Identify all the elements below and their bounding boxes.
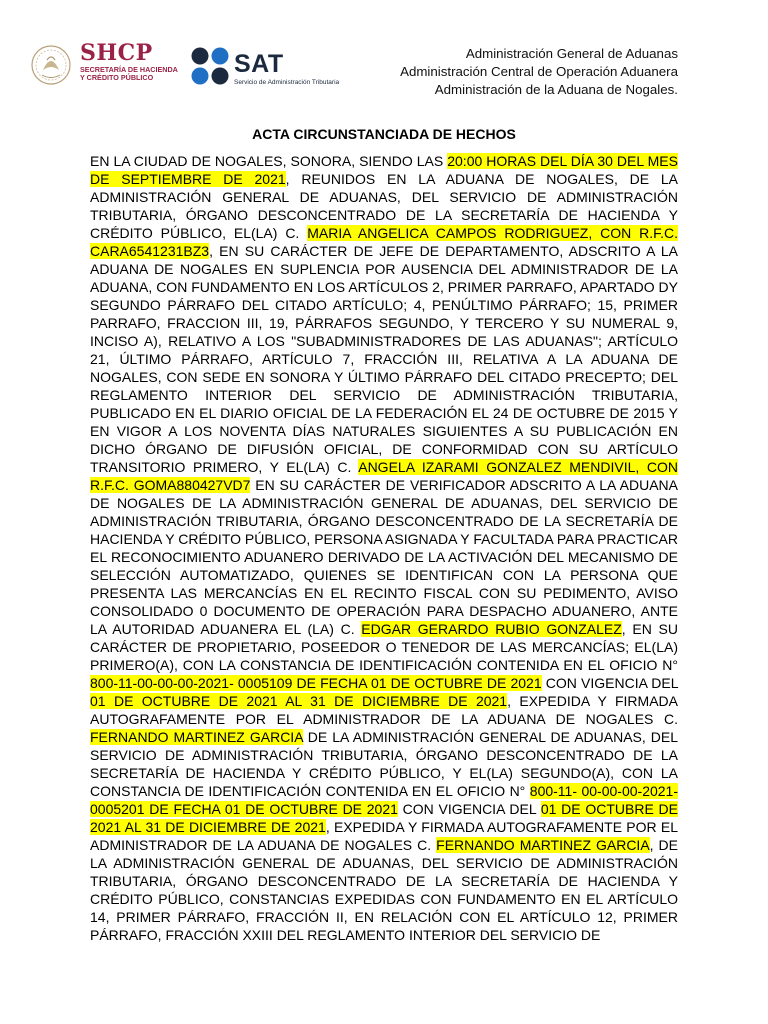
highlighted-administrator-name: FERNANDO MARTINEZ GARCIA <box>90 729 303 745</box>
highlighted-office-number: 800-11-00-00-00-2021- 0005109 DE FECHA 01 DE OCTUBRE DE 2021 <box>90 675 542 691</box>
body-text: , DE LA ADMINISTRACIÓN GENERAL DE ADUANAS, DEL SERVICIO DE ADMINISTRACIÓN TRIBUTARIA, ÓRGANO DESCONCENTRADO DE LA SECRETARÍA DE HACIENDA Y CRÉDITO PÚBLICO, CONSTANCIAS EXPEDIDAS CON FUNDAMENTO EN EL ARTÍCULO 14, PRIMER PÁRRAFO, FRACCIÓN II, EN RELACIÓN CON EL ARTÍCULO 12, PRIMER PÁRRAFO, FRACCIÓN XXIII DEL REGLAMENTO INTERIOR DEL SERVICIO DE <box>90 837 679 943</box>
document-title: ACTA CIRCUNSTANCIADA DE HECHOS <box>252 126 516 142</box>
sat-logo <box>190 46 370 92</box>
shcp-title: SHCP <box>80 40 153 66</box>
highlighted-owner-name: EDGAR GERARDO RUBIO GONZALEZ <box>361 621 622 637</box>
body-text: CON VIGENCIA DEL <box>397 801 541 817</box>
sat-dots-icon <box>190 46 230 86</box>
body-text: , EXPEDIDA Y FIRMADA AUTOGRAFAMENTE POR EL ADMINISTRADOR DE LA ADUANA DE NOGALES C. <box>90 693 678 727</box>
agency-lines <box>400 45 678 99</box>
body-text: EN LA CIUDAD DE NOGALES, SONORA, SIENDO LAS <box>90 153 448 169</box>
highlighted-date-time: 20:00 HORAS DEL DÍA 30 DEL MES DE SEPTIEMBRE DE 2021 <box>90 153 678 187</box>
body-text: , EN SU CARÁCTER DE JEFE DE DEPARTAMENTO, ADSCRITO A LA ADUANA DE NOGALES EN SUPLENCIA POR AUSENCIA DEL ADMINISTRADOR DE LA ADUANA, CON FUNDAMENTO EN LOS ARTÍCULOS 2, PRIMER PARRAFO, APARTADO DY SEGUNDO PÁRRAFO DEL CITADO ARTÍCULO; 4, PENÚLTIMO PÁRRAFO; 15, PRIMER PARRAFO, FRACCION III, 19, PÁRRAFOS SEGUNDO, Y TERCERO Y SU NUMERAL 9, INCISO A), RELATIVO A LOS "SUBADMINISTRADORES DE LAS ADUANAS"; ARTÍCULO 21, ÚLTIMO PÁRRAFO, ARTÍCULO 7, FRACCIÓN III, RELATIVA A LA ADUANA DE NOGALES, CON SEDE EN SONORA Y ÚLTIMO PÁRRAFO DEL CITADO PRECEPTO; DEL REGLAMENTO INTERIOR DEL SERVICIO DE ADMINISTRACIÓN TRIBUTARIA, PUBLICADO EN EL DIARIO OFICIAL DE LA FEDERACIÓN EL 24 DE OCTUBRE DE 2015 Y EN VIGOR A LOS NOVENTA DÍAS NATURALES SIGUIENTES A SU PUBLICACIÓN EN DICHO ÓRGANO DE DIFUSIÓN OFICIAL, DE CONFORMIDAD CON SU ARTÍCULO TRANSITORIO PRIMERO, Y EL(LA) C. <box>90 243 678 475</box>
shcp-sub-line2: Y CRÉDITO PÚBLICO <box>80 73 154 82</box>
body-text: EN SU CARÁCTER DE VERIFICADOR ADSCRITO A LA ADUANA DE NOGALES DE LA ADMINISTRACIÓN GENERAL DE ADUANAS, DEL SERVICIO DE ADMINISTRACIÓN TRIBUTARIA, ÓRGANO DESCONCENTRADO DE LA SECRETARÍA DE HACIENDA Y CRÉDITO PÚBLICO, PERSONA ASIGNADA Y FACULTADA PARA PRACTICAR EL RECONOCIMIENTO ADUANERO DERIVADO DE LA ACTIVACIÓN DEL MECANISMO DE SELECCIÓN AUTOMATIZADO, QUIENES SE IDENTIFICAN CON LA PERSONA QUE PRESENTA LAS MERCANCÍAS EN EL RECINTO FISCAL CON SU PEDIMENTO, AVISO CONSOLIDADO 0 DOCUMENTO DE OPERACIÓN PARA DESPACHO ADUANERO, ANTE LA AUTORIDAD ADUANERA EL (LA) C. <box>90 477 678 637</box>
highlighted-administrator-name: FERNANDO MARTINEZ GARCIA <box>436 837 650 853</box>
body-text: , EXPEDIDA Y FIRMADA AUTOGRAFAMENTE POR EL ADMINISTRADOR DE LA ADUANA DE NOGALES C. <box>90 819 678 853</box>
highlighted-verifier-name-rfc: ANGELA IZARAMI GONZALEZ MENDIVIL, CON R.F.C. GOMA880427VD7 <box>90 459 678 493</box>
shcp-logo <box>30 40 180 90</box>
sat-title: SAT <box>234 50 284 78</box>
letterhead <box>0 0 768 110</box>
national-emblem-icon <box>30 42 72 88</box>
body-text: , EN SU CARÁCTER DE PROPIETARIO, POSEEDOR O TENEDOR DE LAS MERCANCÍAS; EL(LA) PRIMERO(A), CON LA CONSTANCIA DE IDENTIFICACIÓN CONTENIDA EN EL OFICIO N° <box>90 621 678 673</box>
agency-line-3: Administración de la Aduana de Nogales. <box>434 82 678 97</box>
agency-line-2: Administración Central de Operación Aduanera <box>400 64 678 79</box>
agency-line-1: Administración General de Aduanas <box>465 46 678 61</box>
highlighted-validity-period: 01 DE OCTUBRE DE 2021 AL 31 DE DICIEMBRE DE 2021 <box>90 801 678 835</box>
highlighted-official-name-rfc: MARIA ANGELICA CAMPOS RODRIGUEZ, CON R.F.C. CARA6541231BZ3 <box>90 225 678 259</box>
highlighted-validity-period: 01 DE OCTUBRE DE 2021 AL 31 DE DICIEMBRE DE 2021 <box>90 693 508 709</box>
body-text: CON VIGENCIA DEL <box>541 675 679 691</box>
sat-sub: Servicio de Administración Tributaria <box>234 79 340 86</box>
body-text: , REUNIDOS EN LA ADUANA DE NOGALES, DE LA ADMINISTRACIÓN GENERAL DE ADUANAS, DEL SERVICIO DE ADMINISTRACIÓN TRIBUTARIA, ÓRGANO DESCONCENTRADO DE LA SECRETARÍA DE HACIENDA Y CRÉDITO PÚBLICO, EL(LA) C. <box>90 171 679 241</box>
body-text: DE LA ADMINISTRACIÓN GENERAL DE ADUANAS, DEL SERVICIO DE ADMINISTRACIÓN TRIBUTARIA, ÓRGANO DESCONCENTRADO DE LA SECRETARÍA DE HACIENDA Y CRÉDITO PÚBLICO, Y EL(LA) SEGUNDO(A), CON LA CONSTANCIA DE IDENTIFICACIÓN CONTENIDA EN EL OFICIO N° <box>90 729 678 799</box>
highlighted-office-number: 800-11- 00-00-00-2021-0005201 DE FECHA 01 DE OCTUBRE DE 2021 <box>90 783 678 817</box>
shcp-sub-line1: SECRETARÍA DE HACIENDA <box>80 65 178 74</box>
document-body <box>90 152 678 944</box>
